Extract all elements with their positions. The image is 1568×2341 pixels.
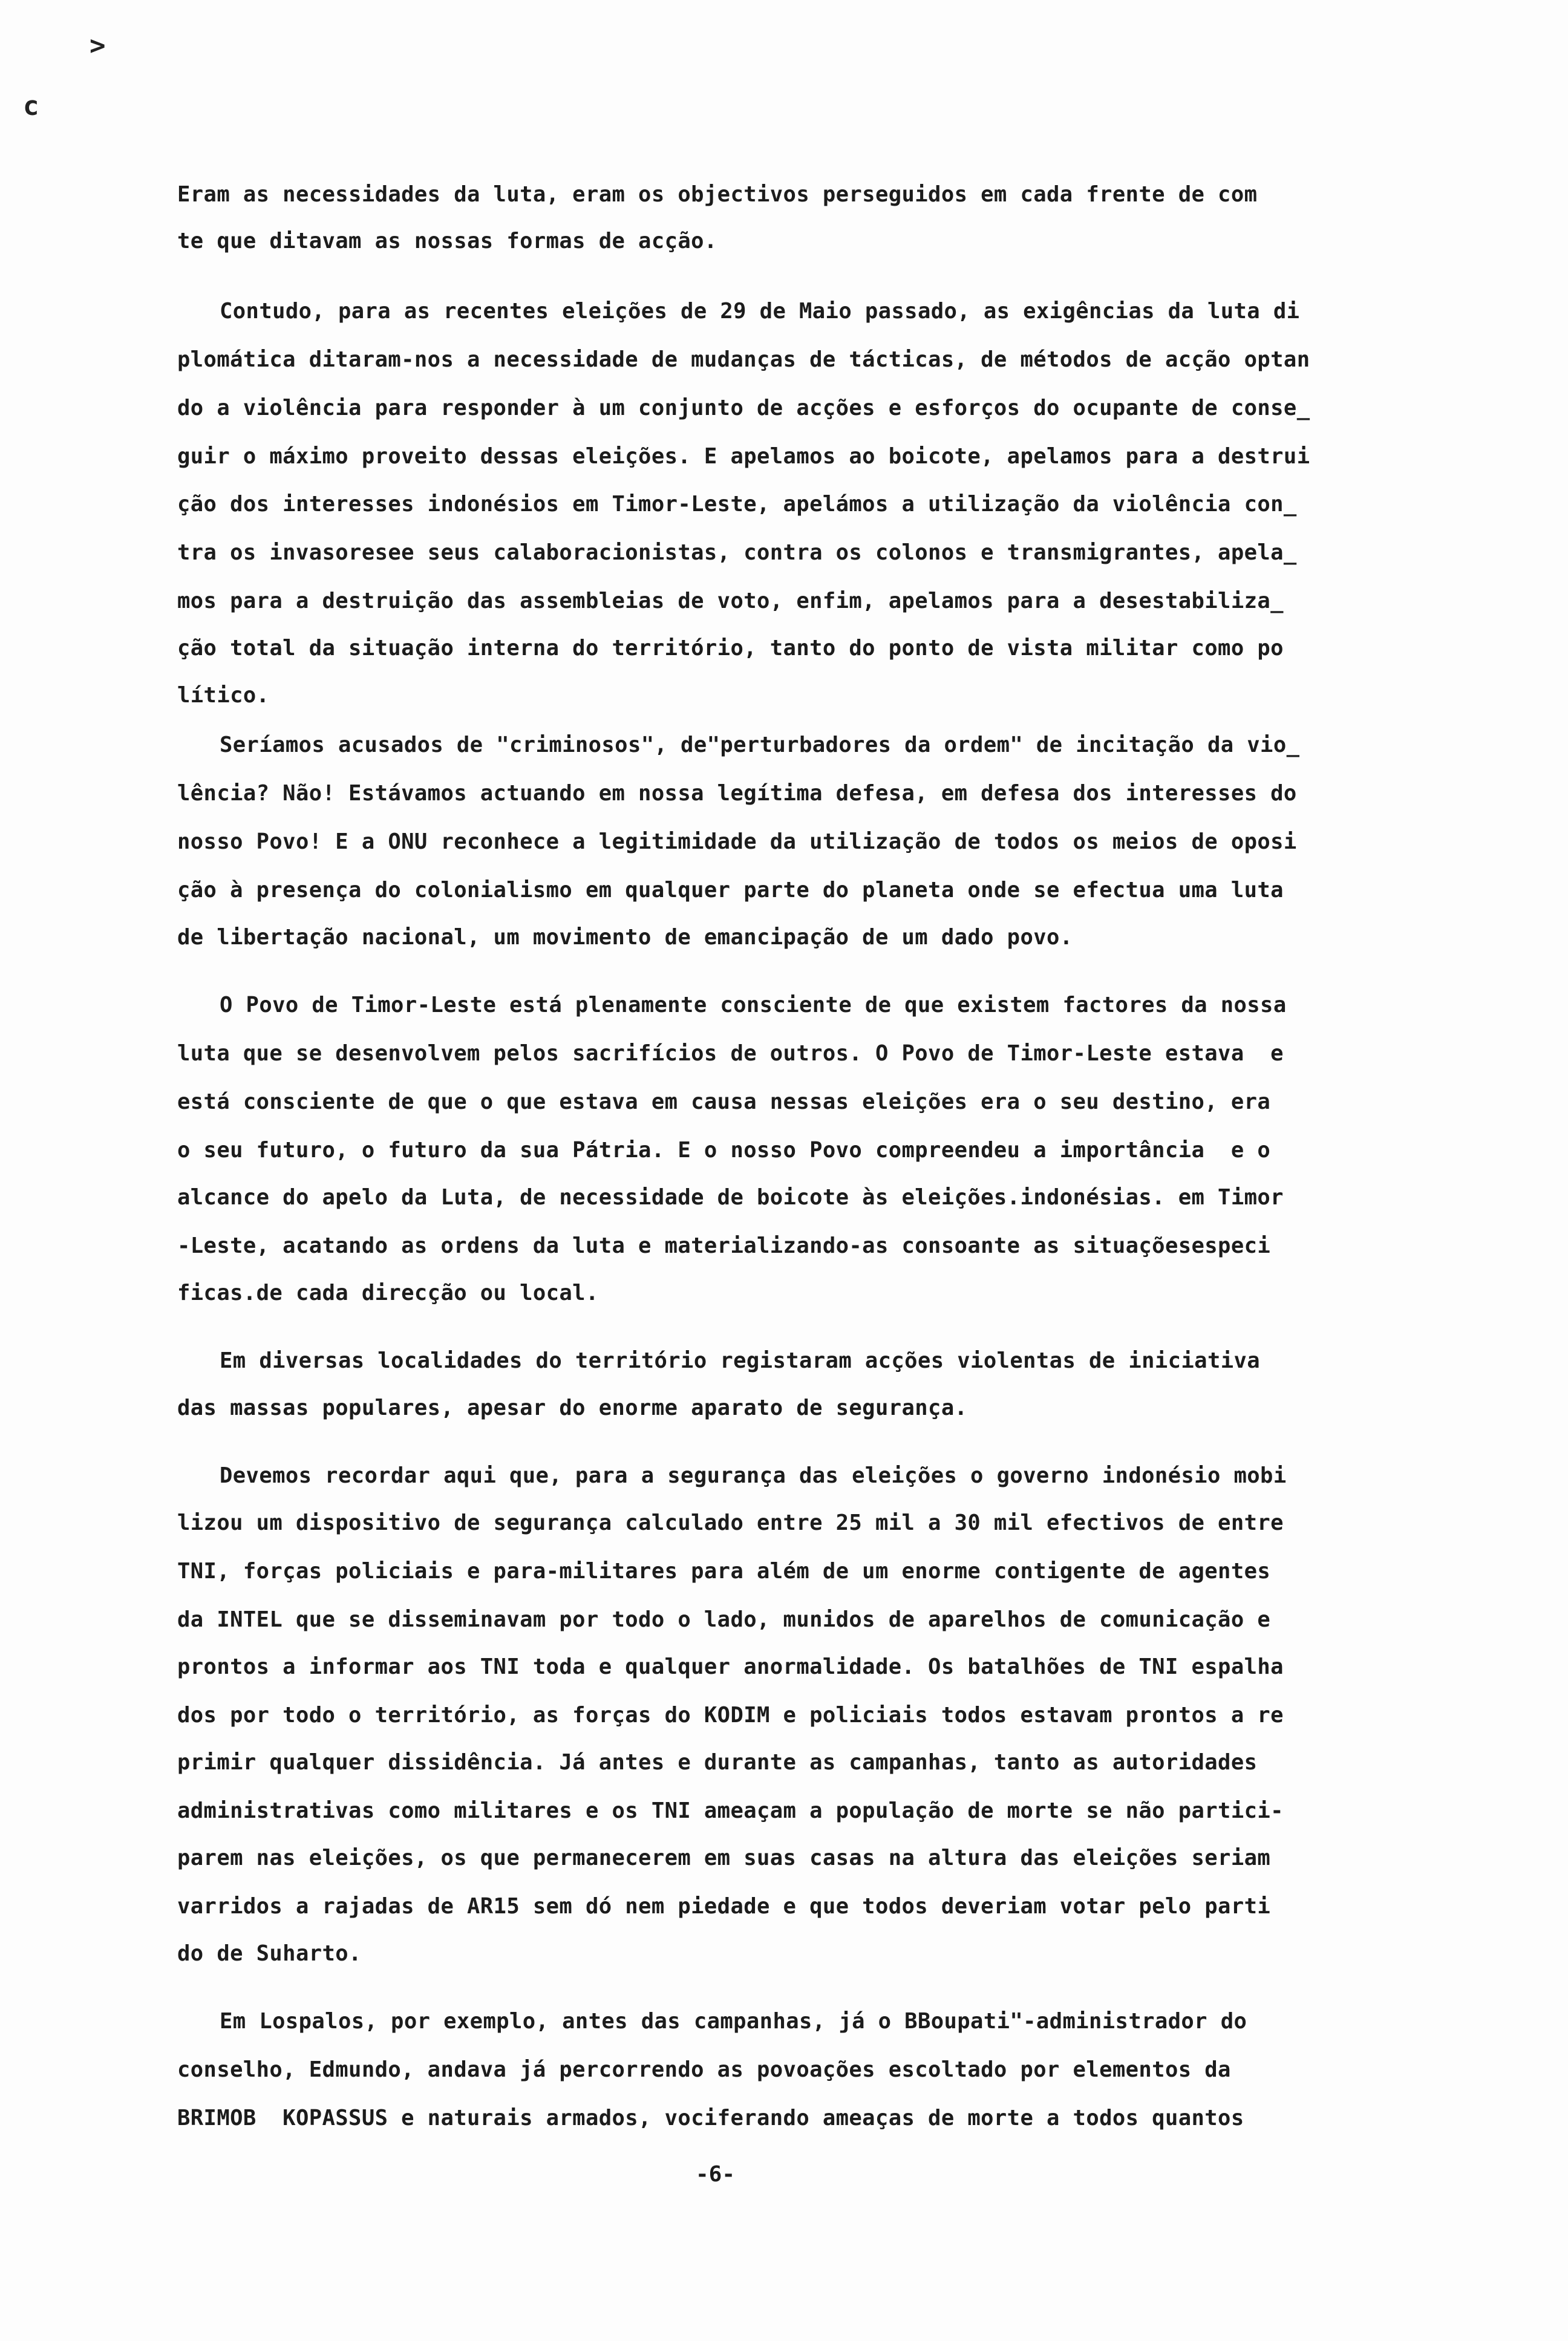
text-line: conselho, Edmundo, andava já percorrendo as povoações escoltado por elementos da — [177, 2057, 1231, 2082]
text-line: te que ditavam as nossas formas de acção. — [177, 229, 717, 253]
text-line: lítico. — [177, 683, 270, 708]
text-line: do de Suharto. — [177, 1941, 362, 1966]
text-line: da INTEL que se disseminavam por todo o lado, munidos de aparelhos de comunicação e — [177, 1607, 1271, 1632]
text-line: o seu futuro, o futuro da sua Pátria. E o nosso Povo compreendeu a importância e o — [177, 1138, 1271, 1163]
text-line: mos para a destruição das assembleias de voto, enfim, apelamos para a desestabiliza_ — [177, 589, 1284, 613]
text-line: lizou um dispositivo de segurança calculado entre 25 mil a 30 mil efectivos de entre — [177, 1510, 1284, 1535]
text-line: do a violência para responder à um conjunto de acções e esforços do ocupante de conse_ — [177, 396, 1310, 420]
text-line: administrativas como militares e os TNI ameaçam a população de morte se não partici- — [177, 1798, 1284, 1823]
text-line: TNI, forças policiais e para-militares para além de um enorme contigente de agentes — [177, 1559, 1271, 1584]
text-line: ficas.de cada direcção ou local. — [177, 1281, 599, 1305]
text-line: nosso Povo! E a ONU reconhece a legitimidade da utilização de todos os meios de oposi — [177, 829, 1297, 854]
text-line: Em Lospalos, por exemplo, antes das campanhas, já o BBoupati"-administrador do — [220, 2009, 1247, 2034]
text-line: parem nas eleições, os que permanecerem em suas casas na altura das eleições seriam — [177, 1846, 1271, 1870]
text-line: guir o máximo proveito dessas eleições. E apelamos ao boicote, apelamos para a destrui — [177, 444, 1310, 469]
text-line: dos por todo o território, as forças do KODIM e policiais todos estavam prontos a re — [177, 1703, 1284, 1728]
text-line: primir qualquer dissidência. Já antes e durante as campanhas, tanto as autoridades — [177, 1750, 1258, 1775]
text-line: Em diversas localidades do território registaram acções violentas de iniciativa — [220, 1348, 1261, 1373]
text-line: Eram as necessidades da luta, eram os objectivos perseguidos em cada frente de com — [177, 182, 1258, 207]
text-line: lência? Não! Estávamos actuando em nossa legítima defesa, em defesa dos interesses do — [177, 781, 1297, 806]
text-line: BRIMOB KOPASSUS e naturais armados, vociferando ameaças de morte a todos quantos — [177, 2106, 1244, 2130]
text-line: está consciente de que o que estava em causa nessas eleições era o seu destino, era — [177, 1089, 1271, 1114]
text-line: ção dos interesses indonésios em Timor-Leste, apelámos a utilização da violência con_ — [177, 492, 1297, 517]
page-number: -6- — [696, 2162, 736, 2187]
text-line: plomática ditaram-nos a necessidade de mudanças de tácticas, de métodos de acção optan — [177, 347, 1310, 372]
text-line: alcance do apelo da Luta, de necessidade de boicote às eleições.indonésias. em Timor — [177, 1185, 1284, 1210]
text-line: luta que se desenvolvem pelos sacrifícios de outros. O Povo de Timor-Leste estava e — [177, 1041, 1284, 1066]
margin-mark: c — [23, 91, 39, 122]
text-line: varridos a rajadas de AR15 sem dó nem piedade e que todos deveriam votar pelo parti — [177, 1894, 1271, 1919]
text-line: -Leste, acatando as ordens da luta e materializando-as consoante as situaçõesespeci — [177, 1233, 1271, 1258]
text-line: Contudo, para as recentes eleições de 29 de Maio passado, as exigências da luta di — [220, 299, 1300, 324]
margin-mark: > — [90, 30, 106, 61]
text-line: das massas populares, apesar do enorme aparato de segurança. — [177, 1396, 968, 1420]
text-line: O Povo de Timor-Leste está plenamente consciente de que existem factores da nossa — [220, 993, 1287, 1017]
text-line: ção à presença do colonialismo em qualquer parte do planeta onde se efectua uma luta — [177, 878, 1284, 903]
text-line: prontos a informar aos TNI toda e qualquer anormalidade. Os batalhões de TNI espalha — [177, 1654, 1284, 1679]
text-line: Devemos recordar aqui que, para a segurança das eleições o governo indonésio mobi — [220, 1463, 1287, 1488]
text-line: Seríamos acusados de "criminosos", de"perturbadores da ordem" de incitação da vio_ — [220, 733, 1300, 757]
text-line: tra os invasoresee seus calaboracionistas, contra os colonos e transmigrantes, apela_ — [177, 540, 1297, 565]
text-line: de libertação nacional, um movimento de emancipação de um dado povo. — [177, 925, 1073, 950]
text-line: ção total da situação interna do território, tanto do ponto de vista militar como po — [177, 636, 1284, 661]
